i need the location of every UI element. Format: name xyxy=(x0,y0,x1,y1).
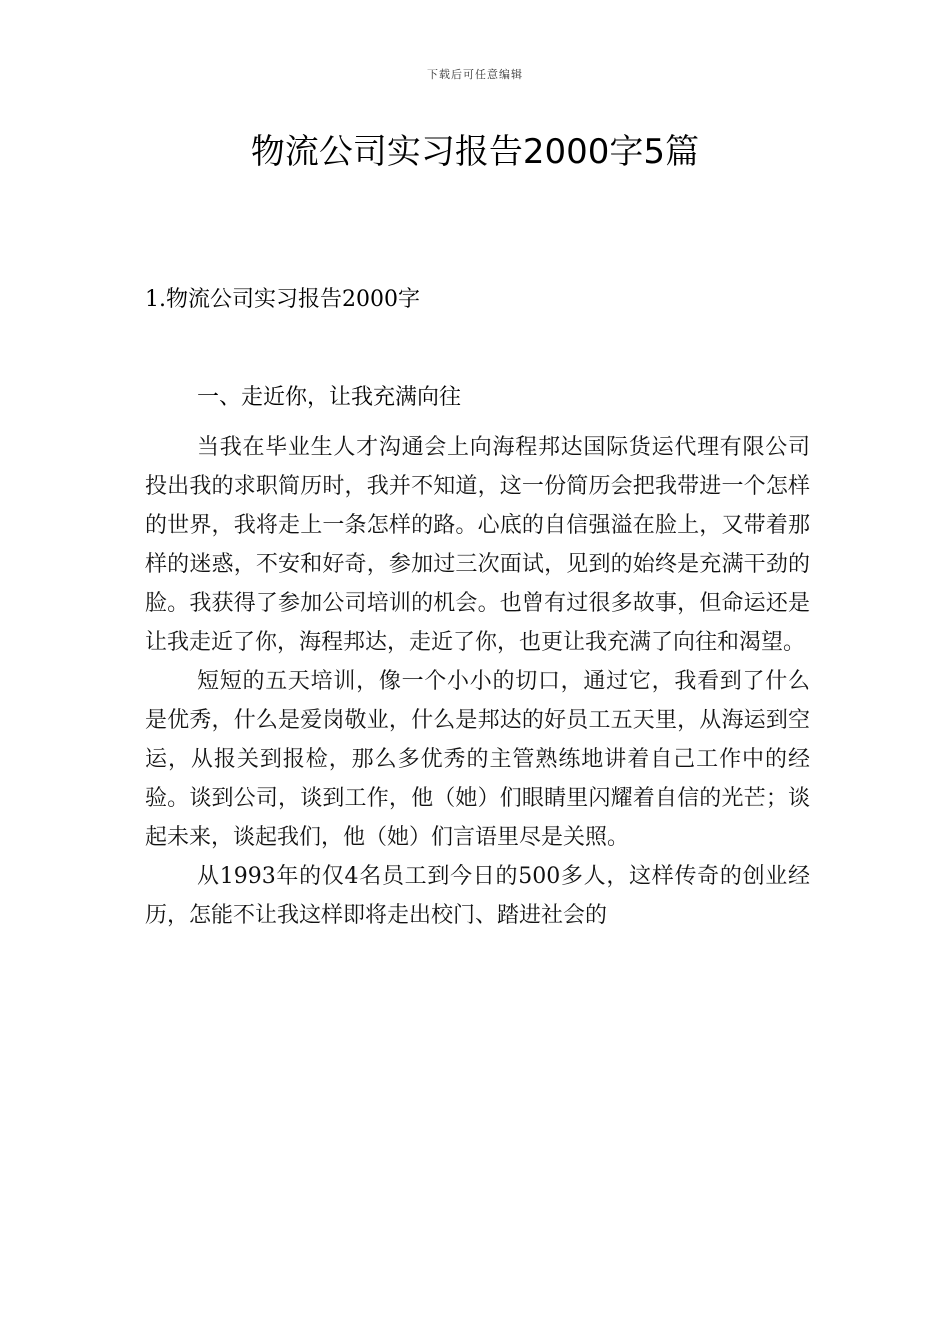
header-note: 下载后可任意编辑 xyxy=(427,68,523,81)
paragraph-1: 当我在毕业生人才沟通会上向海程邦达国际货运代理有限公司投出我的求职简历时，我并不知道，这一份简历会把我带进一个怎样的世界，我将走上一条怎样的路。心底的自信强溢在脸上，又带着那样的迷惑，不安和好奇，参加过三次面试，见到的始终是充满干劲的脸。我获得了参加公司培训的机会。也曾有过很多故事，但命运还是让我走近了你，海程邦达，走近了你，也更让我充满了向往和渴望。 xyxy=(145,435,810,655)
paragraph-3: 从1993年的仅4名员工到今日的500多人，这样传奇的创业经历，怎能不让我这样即将走出校门、踏进社会的 xyxy=(145,864,810,928)
paragraph-2: 短短的五天培训，像一个小小的切口，通过它，我看到了什么是优秀，什么是爱岗敬业，什么是邦达的好员工五天里，从海运到空运，从报关到报检，那么多优秀的主管熟练地讲着自己工作中的经验。谈到公司，谈到工作，他（她）们眼睛里闪耀着自信的光芒；谈起未来，谈起我们，他（她）们言语里尽是关照。 xyxy=(145,669,810,850)
subheading: 一、走近你，让我充满向往 xyxy=(197,385,462,410)
document-title: 物流公司实习报告2000字5篇 xyxy=(250,132,700,172)
section-heading: 1.物流公司实习报告2000字 xyxy=(145,287,420,312)
body-text xyxy=(145,428,810,935)
